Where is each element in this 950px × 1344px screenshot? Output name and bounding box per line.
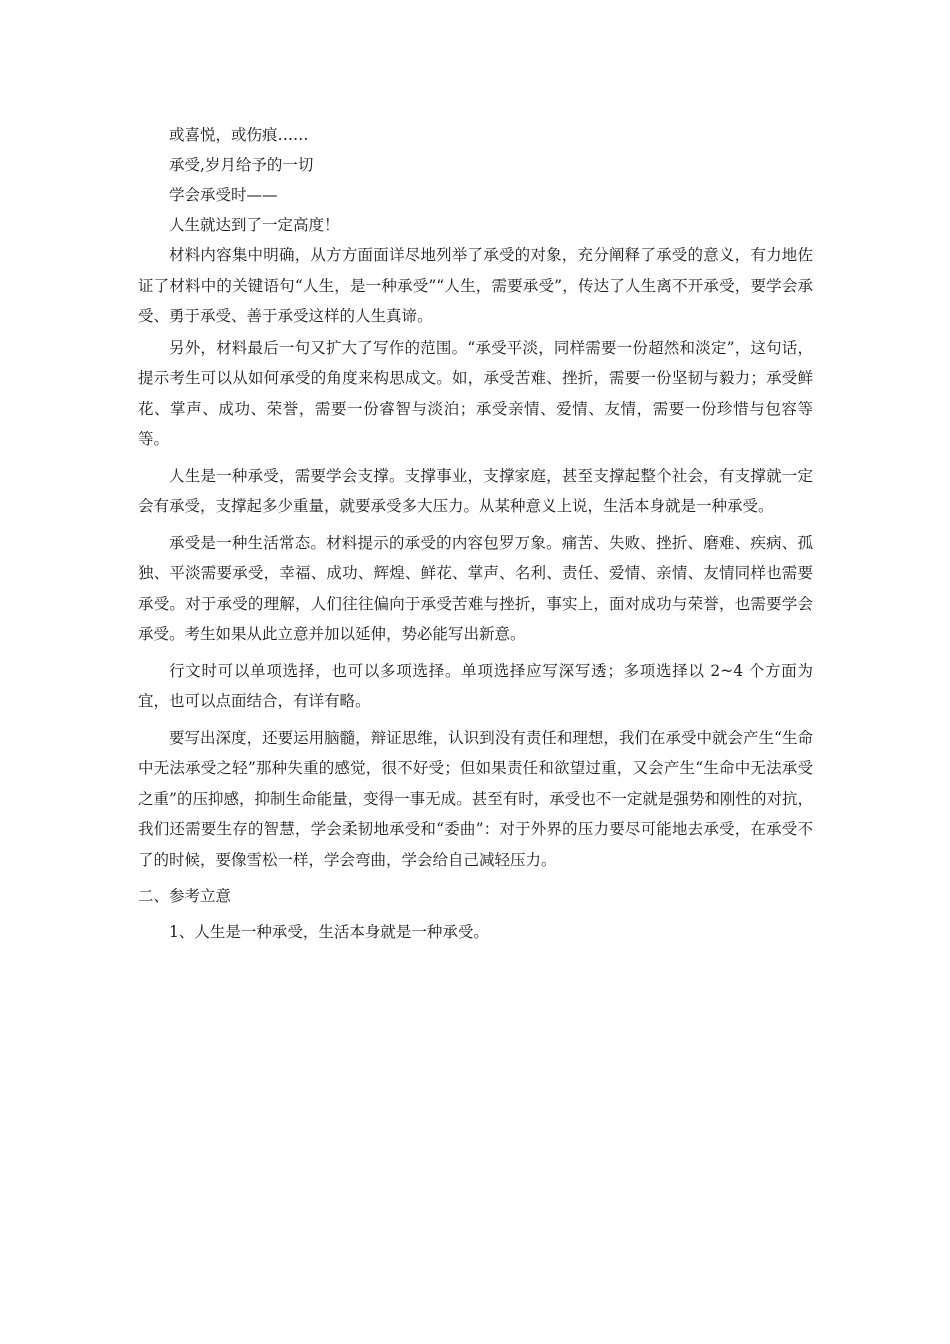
list-item: 1、人生是一种承受，生活本身就是一种承受。 bbox=[169, 923, 489, 941]
paragraph-scope: 另外，材料最后一句又扩大了写作的范围。“承受平淡，同样需要一份超然和淡定”，这句话，提示考生可以从如何承受的角度来构思成文。如，承受苦难、挫折，需要一份坚韧与毅力；承受鲜花、掌声、成功、荣誉，需要一份睿智与淡泊；承受亲情、爱情、友情，需要一份珍惜与包容等等。 bbox=[138, 338, 813, 448]
paragraph-choice: 行文时可以单项选择，也可以多项选择。单项选择应写深写透；多项选择以 2~4 个方面为宜，也可以点面结合，有详有略。 bbox=[138, 661, 813, 710]
poem-line: 承受,岁月给予的一切 bbox=[169, 156, 314, 174]
poem-line: 或喜悦，或伤痕…… bbox=[169, 126, 309, 144]
paragraph-support: 人生是一种承受，需要学会支撑。支撑事业，支撑家庭，甚至支撑起整个社会，有支撑就一定会有承受，支撑起多少重量，就要承受多大压力。从某种意义上说，生活本身就是一种承受。 bbox=[138, 466, 813, 515]
document-page bbox=[138, 120, 813, 947]
section-heading: 二、参考立意 bbox=[138, 887, 232, 905]
paragraph-depth: 要写出深度，还要运用脑髓，辩证思维，认识到没有责任和理想，我们在承受中就会产生“生命中无法承受之轻”那种失重的感觉，很不好受；但如果责任和欲望过重，又会产生“生命中无法承受之重”的压抑感，抑制生命能量，变得一事无成。甚至有时，承受也不一定就是强势和刚性的对抗，我们还需要生存的智慧，学会柔韧地承受和“委曲”：对于外界的压力要尽可能地去承受，在承受不了的时候，要像雪松一样，学会弯曲，学会给自己减轻压力。 bbox=[138, 728, 813, 869]
paragraph-normal-state: 承受是一种生活常态。材料提示的承受的内容包罗万象。痛苦、失败、挫折、磨难、疾病、孤独、平淡需要承受，幸福、成功、辉煌、鲜花、掌声、名利、责任、爱情、亲情、友情同样也需要承受。对于承受的理解，人们往往偏向于承受苦难与挫折，事实上，面对成功与荣誉，也需要学会承受。考生如果从此立意并加以延伸，势必能写出新意。 bbox=[138, 533, 813, 643]
poem-line: 人生就达到了一定高度！ bbox=[169, 216, 340, 234]
paragraph-material-analysis: 材料内容集中明确，从方方面面详尽地列举了承受的对象，充分阐释了承受的意义，有力地佐证了材料中的关键语句“人生，是一种承受”“人生，需要承受”，传达了人生离不开承受，要学会承受、勇于承受、善于承受这样的人生真谛。 bbox=[138, 246, 813, 325]
poem-line: 学会承受时—— bbox=[169, 186, 278, 204]
